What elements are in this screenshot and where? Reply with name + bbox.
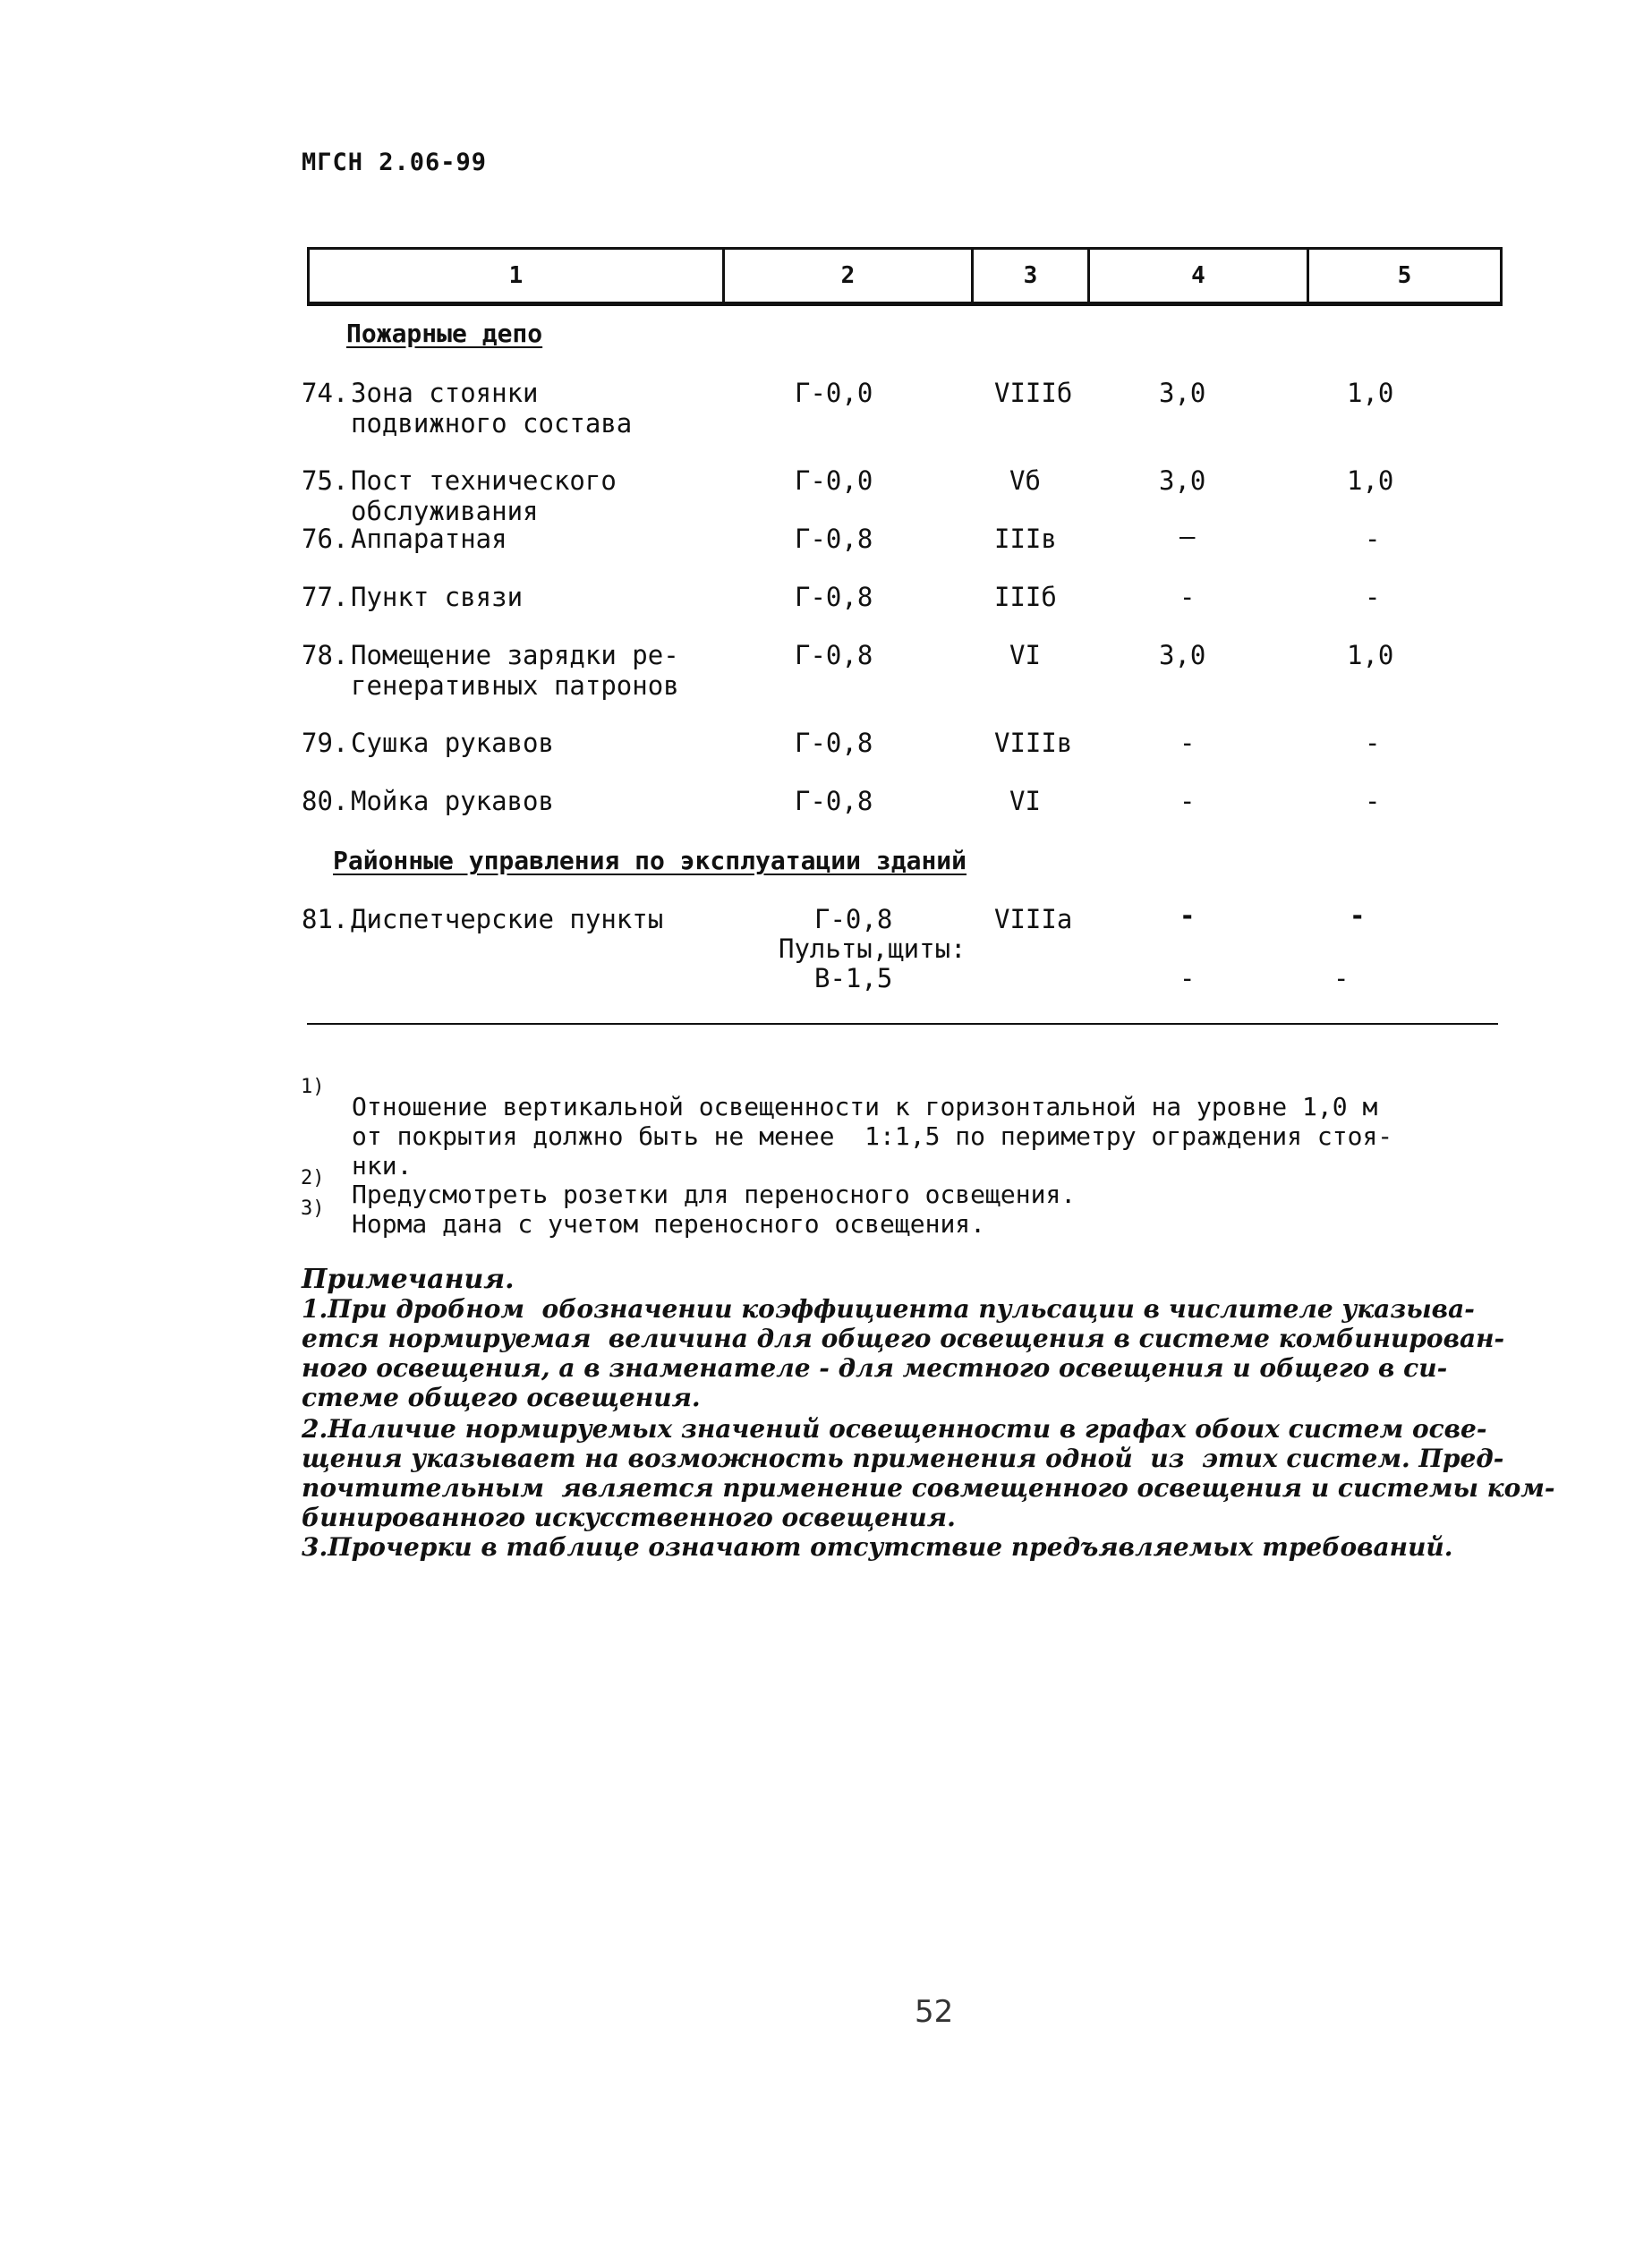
- row-number: 76.: [302, 524, 349, 554]
- row-name: Пункт связи: [351, 582, 524, 612]
- header-col-1: 1: [310, 250, 725, 302]
- header-col-2: 2: [725, 250, 974, 302]
- header-divider: [307, 304, 1503, 306]
- cell-col-5: -: [1365, 728, 1381, 758]
- notes-title: Примечания.: [302, 1264, 515, 1295]
- row-number: 81.: [302, 904, 349, 934]
- cell-col-4: –: [1179, 521, 1196, 551]
- cell-col-5: -: [1350, 900, 1366, 931]
- row-name: Пост технического обслуживания: [351, 465, 617, 526]
- cell-col-3: VI: [1009, 640, 1041, 670]
- footnote-text: Предусмотреть розетки для переносного освещения.: [352, 1180, 1077, 1209]
- row-name: Диспетчерские пункты: [351, 904, 664, 934]
- cell-col-4: 3,0: [1159, 465, 1206, 496]
- note-item: 3.Прочерки в таблице означают отсутствие предъявляемых требований.: [302, 1532, 1453, 1562]
- cell-col-5: 1,0: [1347, 378, 1394, 408]
- cell-col-4: -: [1179, 728, 1196, 758]
- row-number: 75.: [302, 465, 349, 496]
- header-col-3: 3: [974, 250, 1090, 302]
- cell-col-2: Г-0,0: [795, 465, 873, 496]
- row-number: 80.: [302, 786, 349, 816]
- cell-col-5: 1,0: [1347, 465, 1394, 496]
- row-name: Зона стоянки подвижного состава: [351, 378, 633, 439]
- cell-col-4: -: [1179, 786, 1196, 816]
- footnote-text: Норма дана с учетом переносного освещения.: [352, 1209, 986, 1239]
- row-name: Мойка рукавов: [351, 786, 554, 816]
- cell-col-3: IIIв: [994, 524, 1057, 554]
- cell-col-5: -: [1365, 582, 1381, 612]
- row-name: Аппаратная: [351, 524, 507, 554]
- cell-col-2: Г-0,8: [795, 524, 873, 554]
- cell-col-4: 3,0: [1159, 640, 1206, 670]
- row-number: 79.: [302, 728, 349, 758]
- table-end-line: [307, 1023, 1498, 1025]
- footnote-mark: 1): [301, 1076, 325, 1098]
- table-header: [307, 247, 1503, 304]
- header-col-5: 5: [1397, 262, 1412, 289]
- cell-col-3: Vб: [1009, 465, 1041, 496]
- cell-col-2: Г-0,8: [795, 728, 873, 758]
- cell-col-2: Г-0,8: [795, 640, 873, 670]
- cell-col-5: -: [1365, 524, 1381, 554]
- footnote-mark: 3): [301, 1197, 325, 1220]
- cell-col-5: -: [1365, 786, 1381, 816]
- section-title-district-administrations: Районные управления по эксплуатации зданий: [333, 846, 967, 875]
- note-item: 2.Наличие нормируемых значений освещенности в графах обоих систем осве- щения указывает на возможность применения одной из этих систем. Пред- почтительным является применение совмещенного освещения и системы ком- бинированного искусственного освещения.: [302, 1414, 1555, 1532]
- row-name: Помещение зарядки ре- генеративных патронов: [351, 640, 679, 701]
- cell-col-3: IIIб: [994, 582, 1057, 612]
- row-number: 77.: [302, 582, 349, 612]
- document-code: МГСН 2.06-99: [302, 149, 488, 176]
- footnote-text: Отношение вертикальной освещенности к горизонтальной на уровне 1,0 м от покрытия должно быть не менее 1:1,5 по периметру ограждения стоя- нки.: [352, 1092, 1393, 1180]
- row-number: 78.: [302, 640, 349, 670]
- cell-col-4-sub: -: [1179, 963, 1196, 993]
- cell-col-2: Г-0,8: [814, 904, 893, 934]
- row-name: Сушка рукавов: [351, 728, 554, 758]
- cell-col-3: VIIIа: [994, 904, 1073, 934]
- cell-col-4: -: [1179, 900, 1196, 931]
- section-title-fire-depots: Пожарные депо: [346, 319, 543, 348]
- cell-col-2-subheading: Пульты,щиты:: [779, 933, 967, 964]
- cell-col-3: VI: [1009, 786, 1041, 816]
- cell-col-4: -: [1179, 582, 1196, 612]
- cell-col-4: 3,0: [1159, 378, 1206, 408]
- footnote-mark: 2): [301, 1167, 325, 1189]
- cell-col-2: Г-0,0: [795, 378, 873, 408]
- cell-col-5: 1,0: [1347, 640, 1394, 670]
- cell-col-2: Г-0,8: [795, 582, 873, 612]
- cell-col-5-sub: -: [1333, 963, 1350, 993]
- header-col-4: 4: [1090, 250, 1309, 302]
- cell-col-3: VIIIб: [994, 378, 1073, 408]
- cell-col-3: VIIIв: [994, 728, 1073, 758]
- cell-col-2: Г-0,8: [795, 786, 873, 816]
- page-number: 52: [915, 1994, 954, 2030]
- row-number: 74.: [302, 378, 349, 408]
- cell-col-2-sub: В-1,5: [814, 963, 893, 993]
- note-item: 1.При дробном обозначении коэффициента пульсации в числителе указыва- ется нормируемая величина для общего освещения в системе комбинирован- ного освещения, а в знаменателе - для местного освещения и общего в си- стеме общего освещения.: [302, 1294, 1505, 1412]
